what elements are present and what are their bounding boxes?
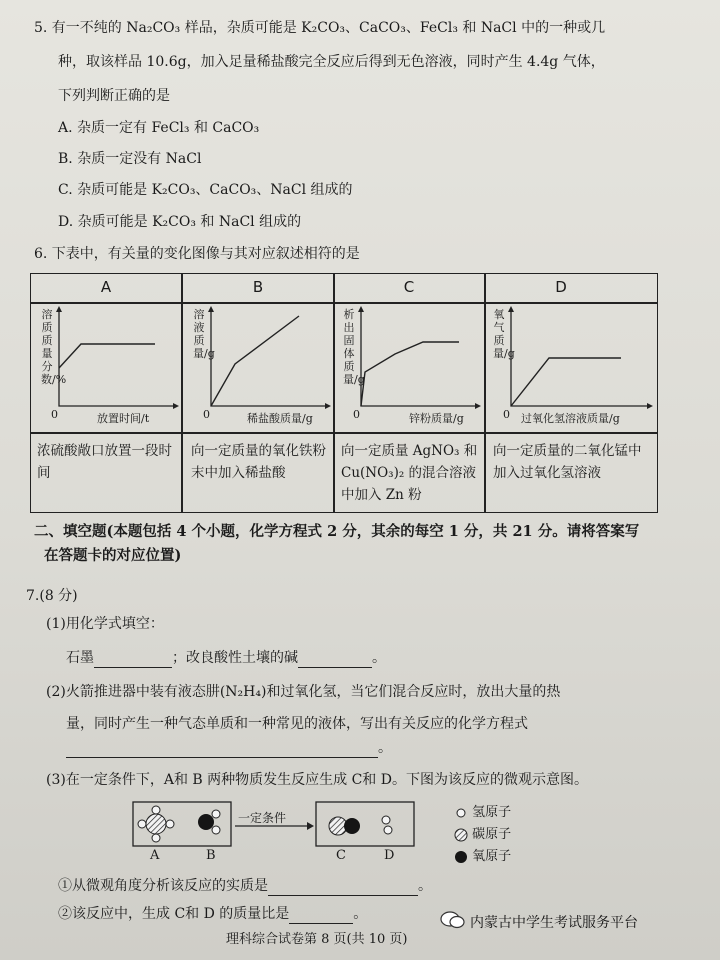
q7-sub2-end: 。 xyxy=(353,906,368,922)
q7-part2-answer xyxy=(66,738,392,758)
q7-title: 7.(8 分) xyxy=(26,588,78,604)
q7-part1: (1)用化学式填空： xyxy=(46,616,164,632)
label-d: D xyxy=(384,848,395,863)
label-c: C xyxy=(336,848,346,863)
legend-oxygen-label: 氧原子 xyxy=(472,849,512,864)
oxygen-atom-icon xyxy=(454,850,468,864)
col-d-desc: 向一定质量的二氧化锰中加入过氧化氢溶液 xyxy=(493,443,642,481)
q7-part2-line1: (2)火箭推进器中装有液态肼(N₂H₄)和过氧化氢，当它们混合反应时，放出大量的热 xyxy=(46,684,561,700)
atom-legend xyxy=(454,802,511,868)
q7-part1-graphite: 石墨 xyxy=(66,650,94,666)
col-d-xlabel: 过氧化氢溶液质量/g xyxy=(521,412,620,425)
col-d-ylabel: 氧气质量/g xyxy=(493,308,515,360)
wechat-icon xyxy=(440,910,466,930)
q7-part1-base: ；改良酸性土壤的碱 xyxy=(172,650,298,666)
q7-sub1 xyxy=(58,876,432,896)
col-a-zero: 0 xyxy=(51,408,58,421)
q5-option-b: B. 杂质一定没有 NaCl xyxy=(58,151,202,167)
answer-blank-equation[interactable] xyxy=(66,757,378,758)
answer-blank-mass-ratio[interactable] xyxy=(289,923,353,924)
col-a-ylabel: 溶质质量分数/% xyxy=(41,308,67,386)
legend-carbon-label: 碳原子 xyxy=(472,827,512,842)
graph-c xyxy=(355,306,483,416)
page-footer: 理科综合试卷第 8 页(共 10 页) xyxy=(226,932,408,947)
answer-blank-essence[interactable] xyxy=(268,895,418,896)
col-b-zero: 0 xyxy=(203,408,210,421)
legend-oxygen xyxy=(454,846,511,868)
col-a-desc: 浓硫酸敞口放置一段时间 xyxy=(37,443,172,481)
watermark-text: 内蒙古中学生考试服务平台 xyxy=(470,915,638,931)
col-c-xlabel: 锌粉质量/g xyxy=(409,412,464,425)
legend-carbon xyxy=(454,824,511,846)
graph-a xyxy=(53,306,181,416)
q7-sub2 xyxy=(58,904,367,924)
col-c-zero: 0 xyxy=(353,408,360,421)
q7-sub1-end: 。 xyxy=(418,878,432,894)
q6-stem: 6. 下表中，有关量的变化图像与其对应叙述相符的是 xyxy=(34,246,360,262)
legend-hydrogen-label: 氢原子 xyxy=(472,805,512,820)
graph-d xyxy=(505,306,655,416)
q5-line1: 5. 有一不纯的 Na₂CO₃ 样品，杂质可能是 K₂CO₃、CaCO₃、FeCl₃ 和 NaCl 中的一种或几 xyxy=(34,20,606,36)
section2-heading xyxy=(34,520,639,568)
carbon-atom-icon xyxy=(454,828,468,842)
col-a-head: A xyxy=(100,278,112,296)
col-a-xlabel: 放置时间/t xyxy=(97,412,150,425)
q7-sub1-text: ①从微观角度分析该反应的实质是 xyxy=(58,878,268,894)
q7-part1-end: 。 xyxy=(372,650,386,666)
q6-table xyxy=(30,273,658,513)
label-b: B xyxy=(206,848,216,863)
q7-part1-line xyxy=(66,648,386,668)
q7-sub2-text: ②该反应中，生成 C和 D 的质量比是 xyxy=(58,906,290,922)
col-b-desc: 向一定质量的氧化铁粉末中加入稀盐酸 xyxy=(191,443,326,481)
q7-part3: (3)在一定条件下，A和 B 两种物质发生反应生成 C和 D。下图为该反应的微观示意图。 xyxy=(46,772,588,788)
col-b-head: B xyxy=(252,278,264,296)
col-d-head: D xyxy=(555,278,567,296)
q5-line2: 种，取该样品 10.6g，加入足量稀盐酸完全反应后得到无色溶液，同时产生 4.4g 气体， xyxy=(58,54,605,70)
section2-line1: 二、填空题(本题包括 4 个小题，化学方程式 2 分，其余的每空 1 分，共 21 分。请将答案写 xyxy=(34,523,640,540)
section2-line2: 在答题卡的对应位置) xyxy=(44,547,182,564)
arrow-condition-label: 一定条件 xyxy=(238,811,287,825)
answer-blank-base[interactable] xyxy=(298,667,372,668)
col-b-xlabel: 稀盐酸质量/g xyxy=(247,412,313,425)
graph-b xyxy=(205,306,333,416)
q5-option-d: D. 杂质可能是 K₂CO₃ 和 NaCl 组成的 xyxy=(58,214,302,230)
label-a: A xyxy=(150,848,160,863)
col-c-head: C xyxy=(403,278,415,296)
col-c-ylabel: 析出固体质量/g xyxy=(343,308,365,386)
col-c-desc: 向一定质量 AgNO₃ 和 Cu(NO₃)₂ 的混合溶液中加入 Zn 粉 xyxy=(341,443,478,503)
col-b-ylabel: 溶液质量/g xyxy=(193,308,215,360)
col-d-zero: 0 xyxy=(503,408,510,421)
q5-option-a: A. 杂质一定有 FeCl₃ 和 CaCO₃ xyxy=(58,120,260,136)
q7-part2-end: 。 xyxy=(378,740,392,756)
legend-hydrogen xyxy=(454,802,511,824)
hydrogen-atom-icon xyxy=(454,806,468,820)
q5-line3: 下列判断正确的是 xyxy=(58,88,170,104)
q7-part2-line2: 量，同时产生一种气态单质和一种常见的液体，写出有关反应的化学方程式 xyxy=(66,716,528,732)
answer-blank-graphite[interactable] xyxy=(94,667,172,668)
q5-option-c: C. 杂质可能是 K₂CO₃、CaCO₃、NaCl 组成的 xyxy=(58,182,353,198)
